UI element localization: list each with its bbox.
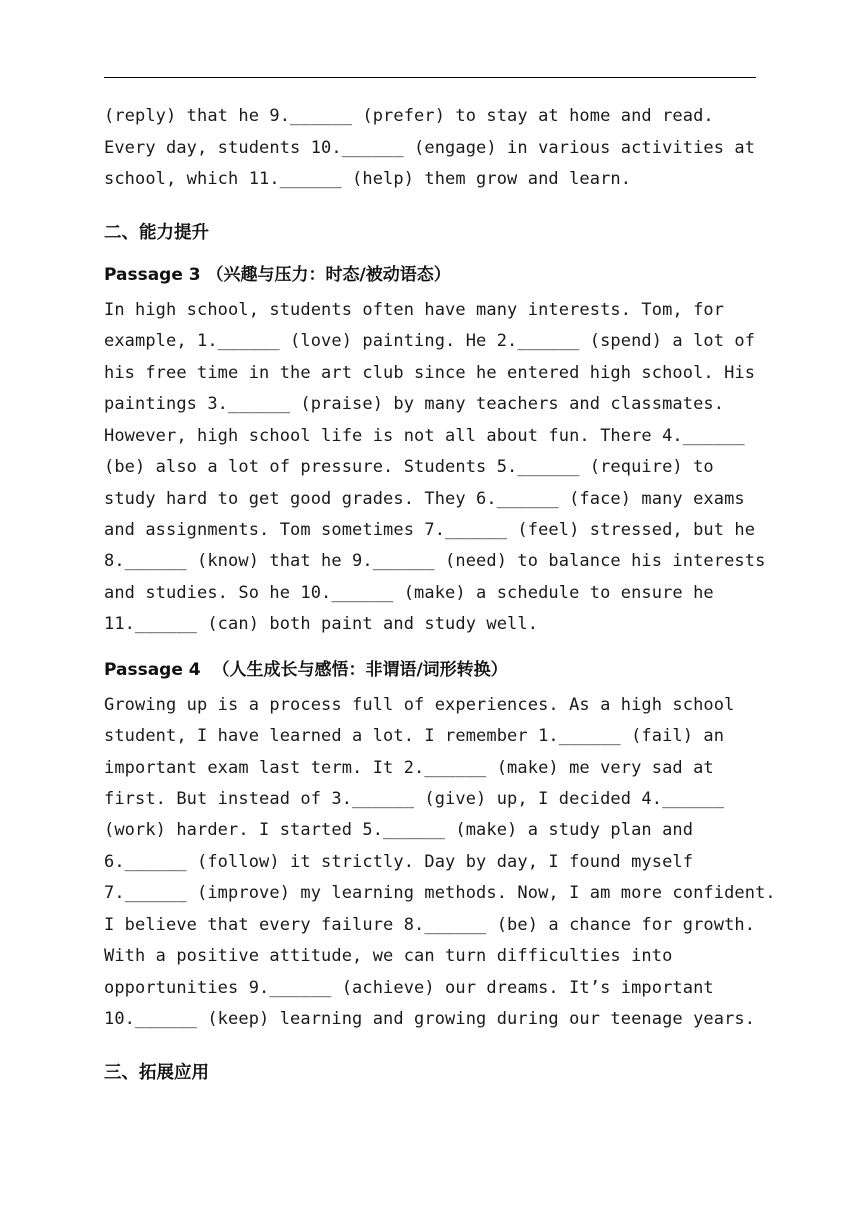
passage-3-line: However, high school life is not all about fun. There 4.______ [104,426,745,446]
passage-4-line: 6.______ (follow) it strictly. Day by day, I found myself [104,852,694,872]
passage-4-line: opportunities 9.______ (achieve) our dreams. It’s important [104,978,714,998]
passage-3-line: 11.______ (can) both paint and study well. [104,614,539,634]
passage-4-line: (work) harder. I started 5.______ (make) a study plan and [104,820,694,840]
passage-4-line: With a positive attitude, we can turn difficulties into [104,946,673,966]
passage-4-title: Passage 4 （人生成长与感悟：非谓语/词形转换） [104,660,508,680]
passage-4-line: important exam last term. It 2.______ (make) me very sad at [104,758,714,778]
passage-4-line: first. But instead of 3.______ (give) up, I decided 4.______ [104,789,725,809]
header-rule [104,77,756,78]
passage-4-line: 10.______ (keep) learning and growing during our teenage years. [104,1009,756,1029]
intro-line: school, which 11.______ (help) them grow and learn. [104,169,632,189]
passage-4-line: I believe that every failure 8.______ (be) a chance for growth. [104,915,756,935]
passage-3-line: 8.______ (know) that he 9.______ (need) to balance his interests [104,551,766,571]
passage-3-line: In high school, students often have many interests. Tom, for [104,300,725,320]
passage-3-line: and studies. So he 10.______ (make) a schedule to ensure he [104,583,714,603]
passage-3-line: example, 1.______ (love) painting. He 2.______ (spend) a lot of [104,331,756,351]
passage-3-line: and assignments. Tom sometimes 7.______ (feel) stressed, but he [104,520,756,540]
passage-4-line: student, I have learned a lot. I remember 1.______ (fail) an [104,726,725,746]
passage-4-line: 7.______ (improve) my learning methods. Now, I am more confident. [104,883,776,903]
section-heading-3: 三、拓展应用 [104,1063,209,1083]
passage-3-line: paintings 3.______ (praise) by many teachers and classmates. [104,394,725,414]
section-heading-2: 二、能力提升 [104,223,209,243]
passage-3-line: (be) also a lot of pressure. Students 5.______ (require) to [104,457,714,477]
passage-3-line: study hard to get good grades. They 6.______ (face) many exams [104,489,745,509]
passage-3-line: his free time in the art club since he entered high school. His [104,363,756,383]
passage-4-line: Growing up is a process full of experiences. As a high school [104,695,735,715]
intro-line: Every day, students 10.______ (engage) in various activities at [104,138,756,158]
passage-3-title: Passage 3 （兴趣与压力：时态/被动语态） [104,265,451,285]
intro-line: (reply) that he 9.______ (prefer) to stay at home and read. [104,106,714,126]
